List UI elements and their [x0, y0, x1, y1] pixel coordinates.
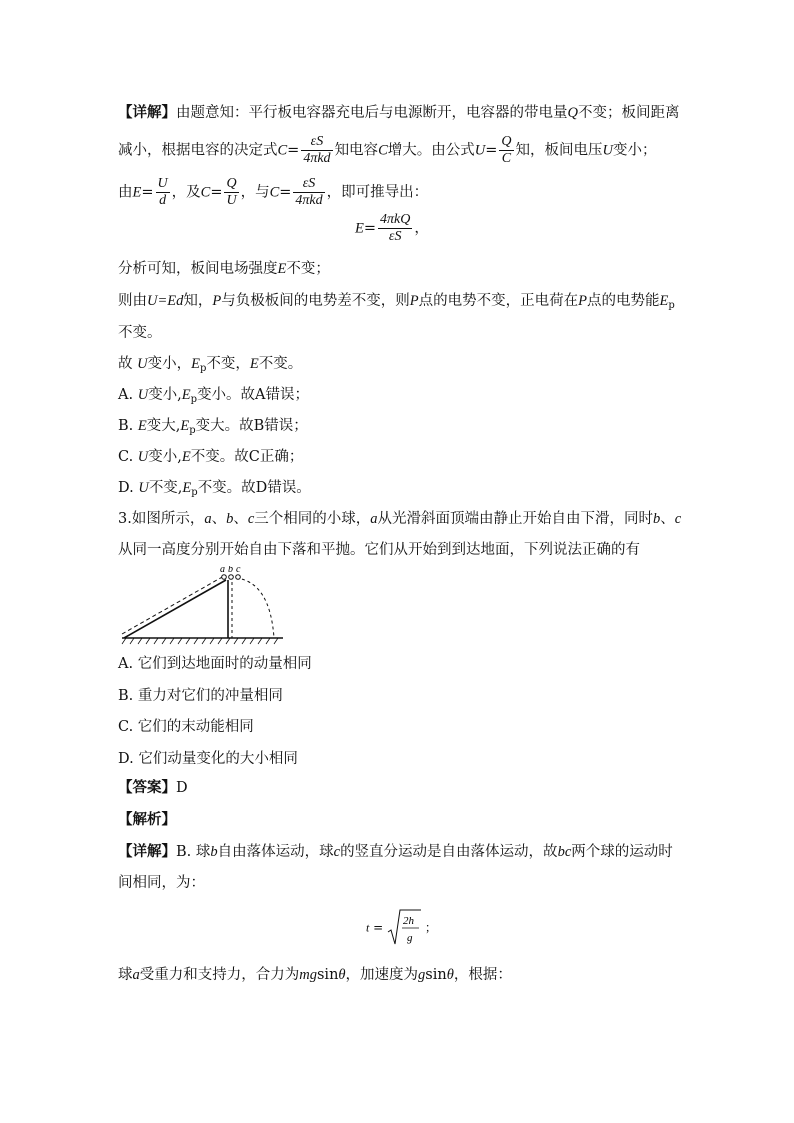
- var-mg: mg: [299, 967, 317, 983]
- var-C: C: [378, 142, 388, 159]
- var-U: U: [137, 356, 148, 372]
- text: 由题意知：平行板电容器充电后与电源断开，电容器的带电量: [176, 105, 568, 121]
- var-E: E: [277, 261, 287, 277]
- var-bc: bc: [557, 844, 572, 860]
- fraction-eps-s-over-4pikd: [301, 134, 332, 167]
- text: 则由: [118, 293, 147, 309]
- denominator-g: g: [407, 932, 413, 944]
- label: A.: [118, 387, 134, 403]
- text: 从同一高度分别开始自由下落和平抛。它们从开始到到达地面，下列说法正确的有: [118, 542, 640, 558]
- analysis-tag: 【解析】: [118, 811, 176, 828]
- fraction-eps-s-over-4pikd-2: [293, 176, 324, 209]
- var-P: P: [409, 293, 419, 309]
- sin: sin: [316, 967, 339, 983]
- var-U: U: [474, 142, 486, 159]
- numerator: εS: [302, 176, 316, 191]
- s1-line-6: [118, 322, 162, 344]
- var-Ep: E: [659, 293, 669, 309]
- s1-line-2: [118, 134, 656, 167]
- incline-surface: [124, 580, 226, 638]
- numerator: Q: [501, 134, 512, 149]
- q3-option-b: B. 重力对它们的冲量相同: [118, 688, 283, 704]
- var-a: a: [370, 511, 378, 527]
- text: 球: [118, 967, 133, 983]
- equals: =: [363, 220, 377, 237]
- text: ，加速度为: [345, 967, 419, 983]
- var-U: U: [602, 142, 613, 159]
- equals: =: [287, 142, 300, 159]
- var-P: P: [578, 293, 587, 309]
- fraction-u-over-d: [156, 176, 170, 209]
- var-P: P: [212, 293, 222, 309]
- text: 知，板间电压: [515, 142, 603, 159]
- text: 知，: [183, 293, 213, 309]
- subscript-p: p: [191, 487, 198, 498]
- s2-line-2: [118, 872, 205, 894]
- text: 变小；: [612, 142, 657, 159]
- text: 不变；板间距离: [577, 105, 680, 121]
- detail-tag-2: 【详解】: [118, 843, 176, 860]
- text: 知电容: [334, 142, 379, 159]
- s1-option-d: [118, 477, 311, 504]
- var-b: b: [653, 511, 661, 527]
- text: 的竖直分运动是自由落体运动，故: [340, 844, 558, 860]
- var-a: a: [132, 967, 140, 983]
- ball-a: [222, 575, 227, 580]
- s1-line-1: [118, 102, 679, 124]
- equation-e: [355, 212, 429, 245]
- text: 受重力和支持力，合力为: [139, 967, 300, 983]
- var-a: a: [204, 511, 212, 527]
- s1-line-4: [118, 258, 330, 280]
- text: 变大,: [146, 418, 181, 434]
- text: 点的电势能: [586, 293, 660, 309]
- label: C.: [118, 449, 134, 465]
- sin: sin: [425, 967, 447, 983]
- subscript-p: p: [668, 300, 675, 311]
- label-b: b: [228, 566, 233, 575]
- var-b: b: [226, 511, 234, 527]
- var-Ep: E: [181, 387, 191, 403]
- path-c: [236, 578, 274, 638]
- s2-line-3: [118, 964, 512, 986]
- var-g: g: [418, 967, 426, 983]
- text: 3.如图所示，: [118, 511, 205, 527]
- ground-hatching: [122, 638, 283, 644]
- fraction-4pikq-over-eps-s: [378, 212, 412, 245]
- numerator-2h: 2h: [403, 915, 415, 927]
- numerator: U: [157, 176, 168, 191]
- text: 变小,: [148, 449, 182, 465]
- text: B. 球: [176, 844, 211, 860]
- text: 两个球的运动时: [571, 844, 673, 860]
- var-Q: Q: [567, 105, 578, 121]
- text: 不变，: [206, 356, 250, 372]
- s1-option-b: [118, 415, 308, 442]
- answer-value: D: [176, 780, 188, 796]
- var-c: c: [333, 844, 341, 860]
- equation-t: [366, 908, 437, 948]
- text: 变小,: [148, 387, 182, 403]
- var-U: U: [137, 449, 149, 465]
- s2-line-1: [118, 841, 673, 863]
- sqrt-2h-over-g: [387, 908, 421, 948]
- var-c: c: [247, 511, 255, 527]
- var-E: E: [137, 418, 147, 434]
- text: ，根据：: [453, 967, 512, 983]
- text: 不变；: [286, 261, 330, 277]
- denominator: U: [226, 193, 237, 208]
- sep: 、: [660, 511, 675, 527]
- text: 增大。由公式: [387, 142, 475, 159]
- label: B.: [118, 418, 134, 434]
- fraction-q-over-c: [499, 134, 513, 167]
- equals: =: [485, 142, 498, 159]
- var-E: E: [355, 220, 364, 237]
- text: 变大。故B错误；: [195, 418, 308, 434]
- var-E: E: [181, 449, 191, 465]
- s1-option-a: [118, 384, 309, 411]
- text: 由: [118, 184, 133, 201]
- var-Ep: E: [182, 480, 192, 496]
- equals: =: [279, 184, 292, 201]
- var-theta: θ: [338, 967, 346, 983]
- text: 不变。: [118, 325, 162, 341]
- text: 不变。: [258, 356, 303, 372]
- subscript-p: p: [189, 425, 196, 436]
- text: 分析可知，板间电场强度: [118, 261, 278, 277]
- path-a: [122, 576, 224, 634]
- q3-option-d: D. 它们动量变化的大小相同: [118, 751, 298, 767]
- q3-option-c: C. 它们的末动能相同: [118, 719, 254, 735]
- comma: ，: [414, 220, 429, 237]
- denominator: εS: [378, 228, 412, 245]
- label: D.: [118, 480, 134, 496]
- numerator: εS: [310, 134, 324, 149]
- text: 减小，根据电容的决定式: [118, 142, 278, 159]
- sep: 、: [211, 511, 227, 527]
- text: 从光滑斜面顶端由静止开始自由下滑，同时: [377, 511, 654, 527]
- var-E: E: [132, 184, 142, 201]
- text: ，及: [171, 184, 201, 201]
- var-c: c: [674, 511, 682, 527]
- text: 与负极板间的电势差不变，则: [221, 293, 410, 309]
- detail-tag: 【详解】: [118, 104, 176, 121]
- s1-line-3: [118, 176, 428, 209]
- text: 间相同，为：: [118, 875, 205, 891]
- denominator: d: [156, 192, 170, 209]
- answer-tag: 【答案】: [118, 779, 176, 796]
- label-c: c: [236, 566, 241, 575]
- var-theta: θ: [446, 967, 454, 983]
- var-E: E: [249, 356, 259, 372]
- text: ，即可推导出：: [326, 184, 429, 201]
- radical-sign: [387, 908, 421, 948]
- q3-option-a: A. 它们到达地面时的动量相同: [118, 656, 312, 672]
- var-C: C: [200, 184, 211, 201]
- text: 不变。故C正确；: [190, 449, 304, 465]
- text: ，与: [240, 184, 270, 201]
- numerator: 4πkQ: [380, 212, 411, 227]
- equation-u-ed: U=Ed: [147, 293, 184, 309]
- s1-line-7: [118, 353, 302, 380]
- denominator: 4πkd: [295, 193, 323, 208]
- equals: =: [210, 184, 223, 201]
- equals: =: [141, 184, 154, 201]
- answer-line: [118, 777, 188, 799]
- ball-b: [229, 575, 234, 580]
- text: 故: [118, 356, 133, 372]
- denominator: 4πkd: [303, 151, 331, 166]
- s1-option-c: [118, 446, 303, 468]
- incline-figure: [118, 566, 288, 646]
- var-C: C: [277, 142, 288, 159]
- text: 点的电势不变，正电荷在: [418, 293, 579, 309]
- var-U: U: [137, 387, 149, 403]
- analysis-line: [118, 809, 176, 831]
- var-Ep: E: [180, 418, 190, 434]
- var-U: U: [138, 480, 149, 496]
- ball-c: [236, 575, 241, 580]
- denominator: C: [499, 150, 513, 167]
- sep: 、: [233, 511, 248, 527]
- text: 变小，: [147, 356, 192, 372]
- q3-line-1: [118, 508, 681, 530]
- s1-line-5: [118, 290, 675, 317]
- text: 不变,: [148, 480, 183, 496]
- fraction-q-over-u: [224, 176, 238, 209]
- text: 变小。故A错误；: [197, 387, 310, 403]
- label-a: a: [220, 566, 225, 575]
- text: 不变。故D错误。: [197, 480, 311, 496]
- numerator: Q: [226, 176, 237, 191]
- var-Ep: E: [191, 356, 200, 372]
- subscript-p: p: [199, 363, 207, 374]
- q3-line-2: [118, 539, 640, 561]
- text: 三个相同的小球，: [254, 511, 371, 527]
- subscript-p: p: [190, 394, 198, 405]
- var-C: C: [269, 184, 280, 201]
- equals: =: [373, 920, 384, 935]
- text: 自由落体运动，球: [217, 844, 334, 860]
- var-b: b: [210, 844, 218, 860]
- semicolon: ；: [424, 920, 437, 935]
- var-t: t: [366, 920, 370, 935]
